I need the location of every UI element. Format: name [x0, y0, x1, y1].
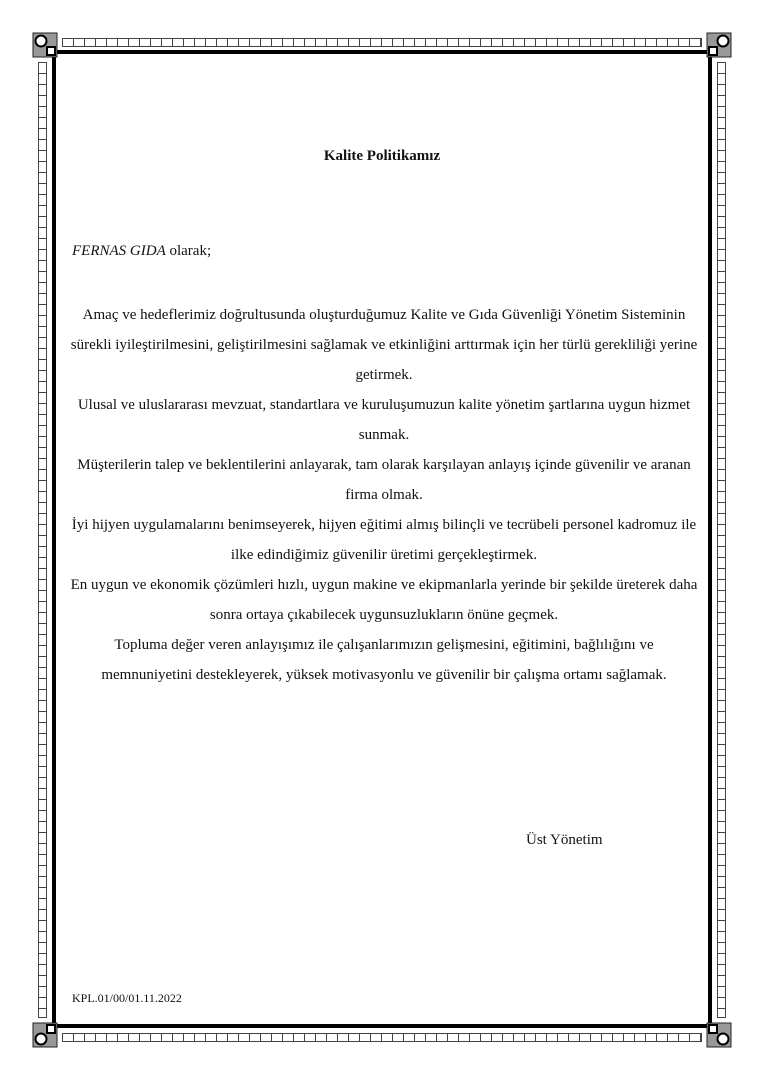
- frame-bottom-strip: [62, 1033, 702, 1042]
- policy-paragraph: En uygun ve ekonomik çözümleri hızlı, uygun makine ve ekipmanlarla yerinde bir şekilde üreterek daha sonra ortaya çıkabilecek uygunsuzlukların önüne geçmek.: [70, 577, 698, 623]
- frame-top-strip: [62, 38, 702, 47]
- page-title: Kalite Politikamız: [323, 148, 441, 164]
- policy-paragraph: İyi hijyen uygulamalarını benimseyerek, hijyen eğitimi almış bilinçli ve tecrübeli personel kadromuz ile ilke edindiğimiz güvenilir üretimi gerçekleştirmek.: [71, 517, 697, 563]
- policy-paragraph: Ulusal ve uluslararası mevzuat, standartlara ve kuruluşumuzun kalite yönetim şartlarına uygun hizmet sunmak.: [77, 397, 691, 443]
- corner-ornament-icon: [32, 32, 58, 58]
- corner-ornament-icon: [32, 1022, 58, 1048]
- policy-body: [70, 300, 698, 690]
- document-code: KPL.01/00/01.11.2022: [72, 991, 182, 1005]
- intro-suffix: olarak;: [165, 243, 212, 259]
- policy-paragraph: Amaç ve hedeflerimiz doğrultusunda oluşturduğumuz Kalite ve Gıda Güvenliği Yönetim Sisteminin sürekli iyileştirilmesini, geliştirilmesini sağlamak ve etkinliğini arttırmak için her türlü gerekliliği yerine getirmek.: [70, 307, 698, 383]
- corner-ornament-icon: [706, 1022, 732, 1048]
- frame-left-strip: [38, 62, 47, 1018]
- frame-right-strip: [717, 62, 726, 1018]
- corner-ornament-icon: [706, 32, 732, 58]
- company-name: FERNAS GIDA: [72, 243, 166, 259]
- signature: Üst Yönetim: [526, 832, 603, 848]
- intro-line: [72, 243, 211, 260]
- policy-paragraph: Topluma değer veren anlayışımız ile çalışanlarımızın gelişmesini, eğitimini, bağlılığını ve memnuniyetini destekleyerek, yüksek motivasyonlu ve güvenilir bir çalışma ortamı sağlamak.: [101, 637, 667, 683]
- policy-paragraph: Müşterilerin talep ve beklentilerini anlayarak, tam olarak karşılayan anlayış içinde güvenilir ve aranan firma olmak.: [77, 457, 691, 503]
